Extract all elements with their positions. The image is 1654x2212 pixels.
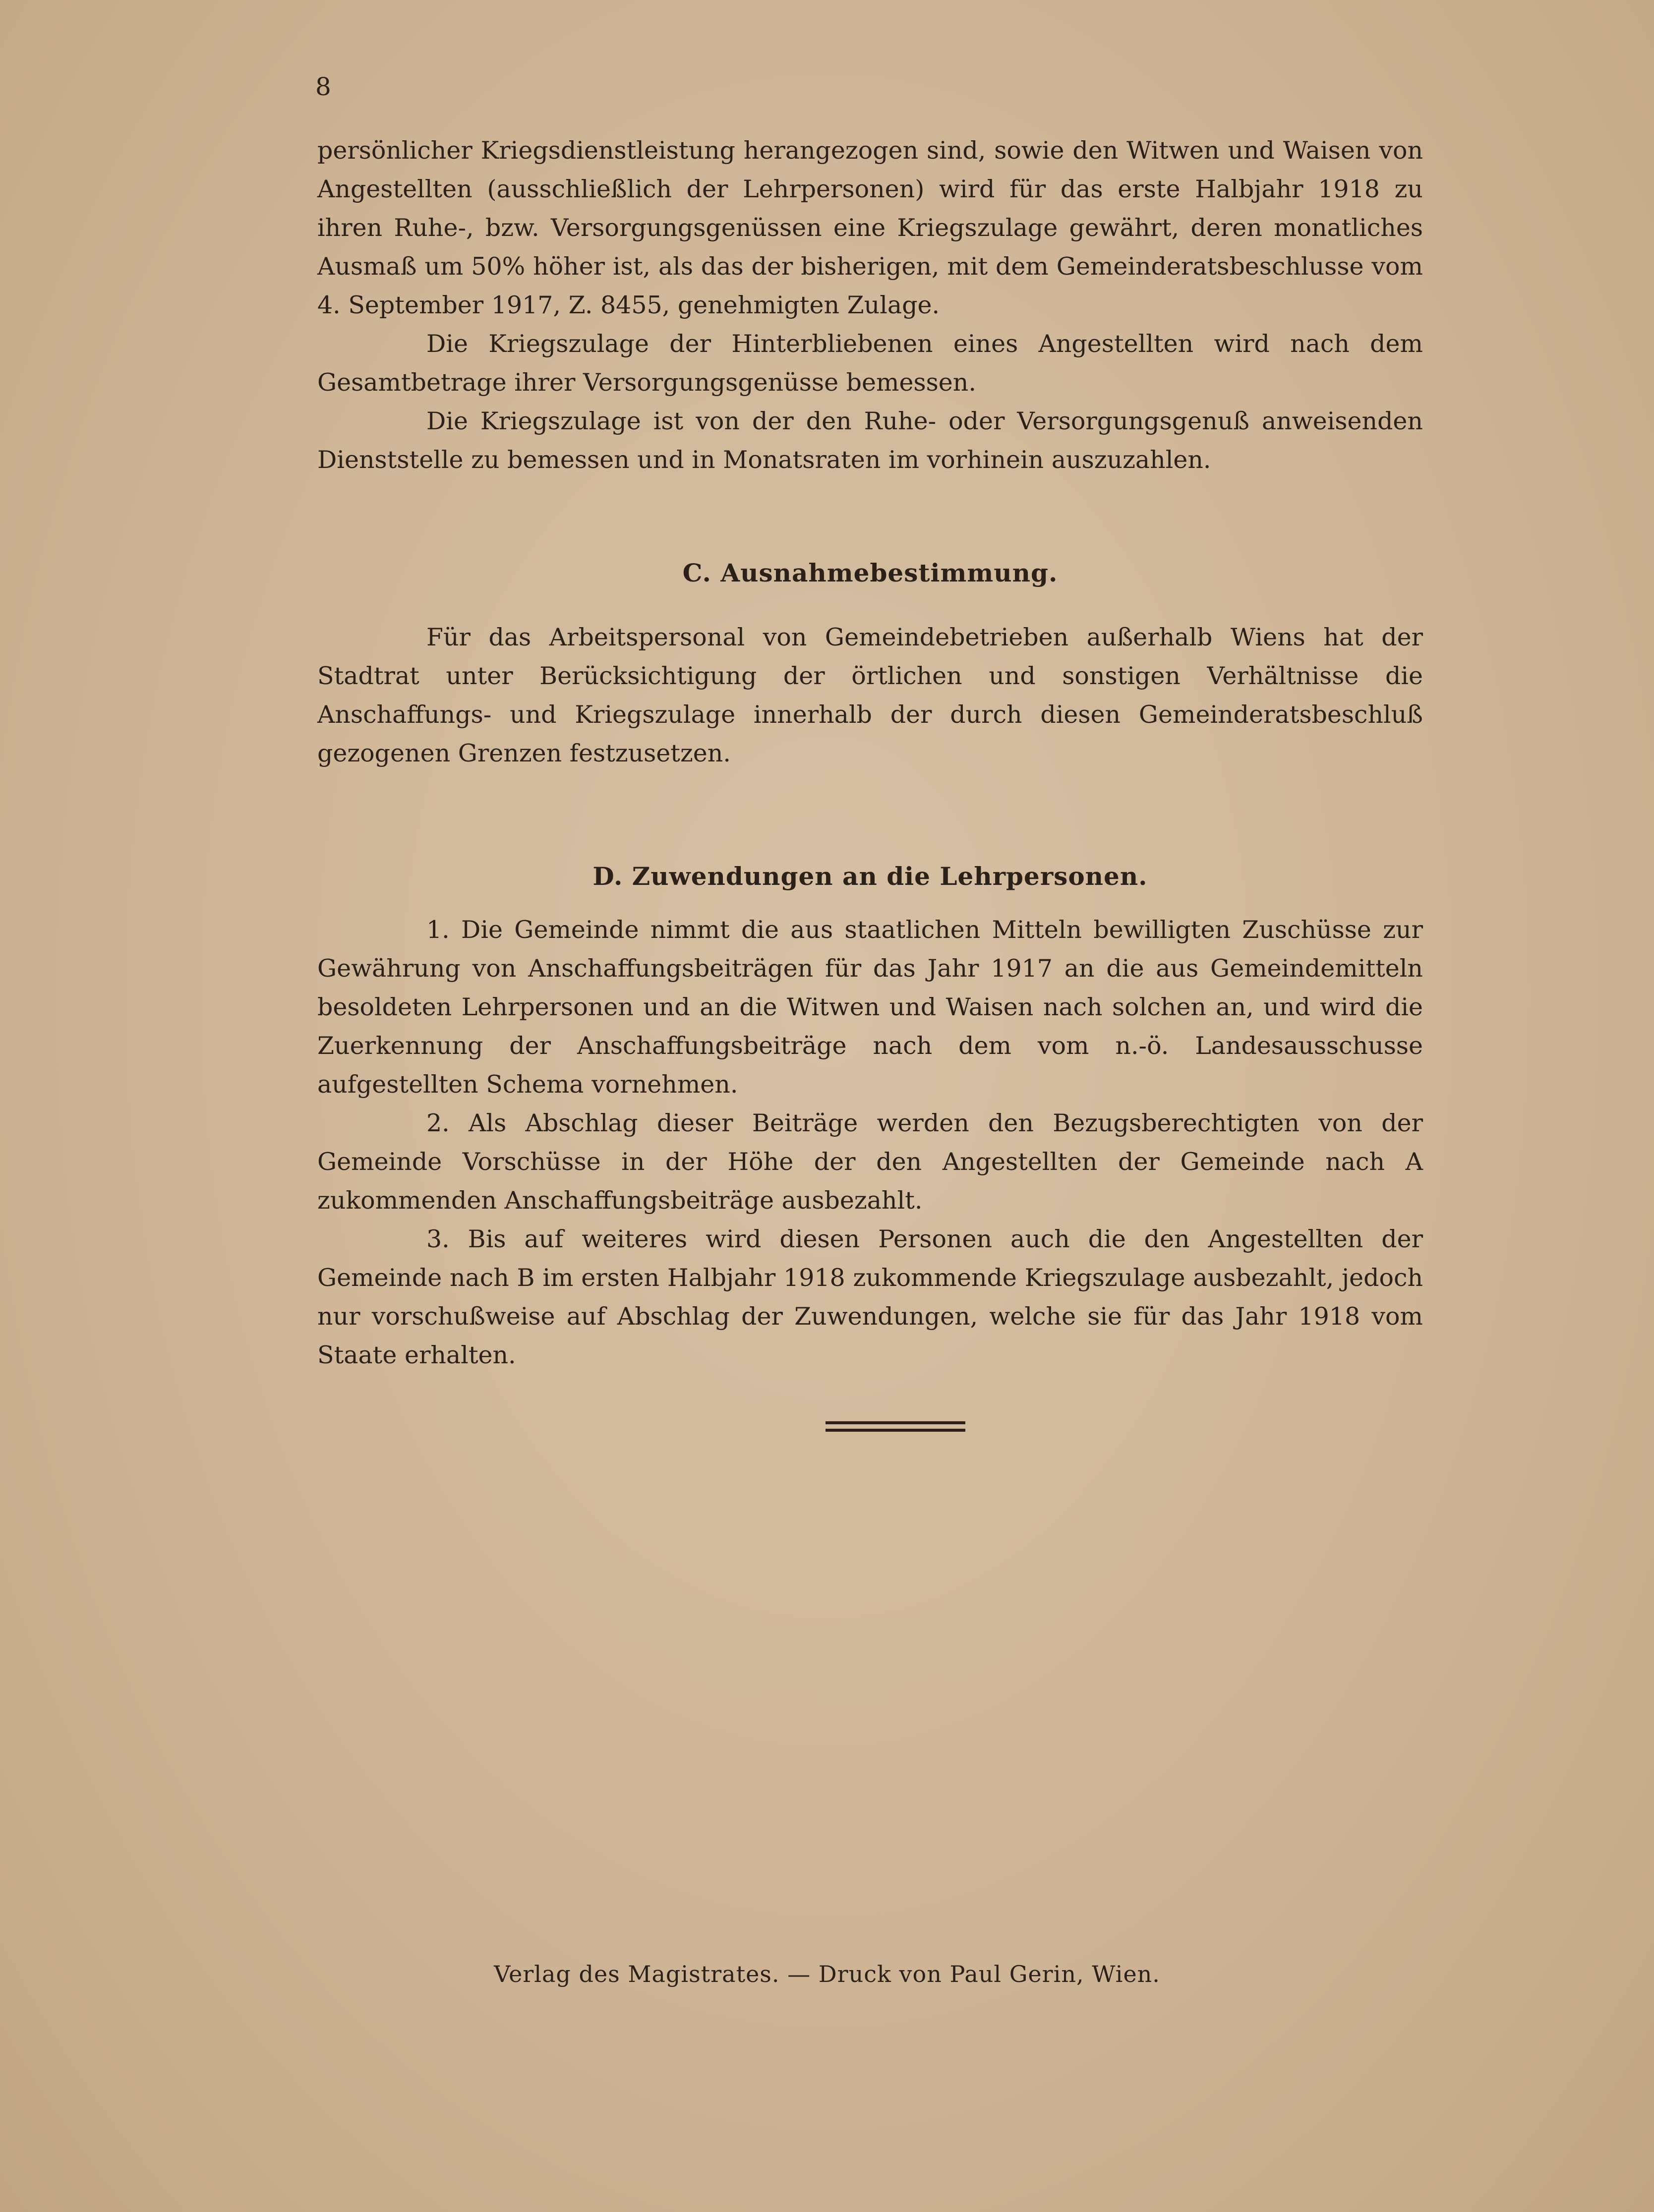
printer-imprint: Verlag des Magistrates. — Druck von Paul Gerin, Wien. <box>494 1961 1160 1987</box>
spacer <box>317 773 1423 857</box>
rule-line-top <box>826 1421 965 1424</box>
paragraph-survivors-allowance: Die Kriegszulage der Hinterbliebenen eines Angestellten wird nach dem Gesamtbetrage ihrer Versorgungsgenüsse bemessen. <box>317 330 1423 397</box>
page-number: 8 <box>315 72 331 101</box>
paragraph-payment-office: Die Kriegszulage ist von der den Ruhe- oder Versorgungsgenuß anweisenden Dienststelle zu bemessen und in Monatsraten im vorhinein auszuzahlen. <box>317 407 1423 474</box>
section-c-heading: C. Ausnahmebestimmung. <box>682 558 1058 587</box>
section-d-item-3: 3. Bis auf weiteres wird diesen Personen auch die den Angestellten der Gemeinde nach B im ersten Halbjahr 1918 zukommende Kriegszulage ausbezahlt, jedoch nur vorschußweise auf Abschlag der Zuwendungen, welche sie für das Jahr 1918 vom Staate erhalten. <box>317 1225 1423 1369</box>
section-c-paragraph: Für das Arbeitspersonal von Gemeindebetrieben außerhalb Wiens hat der Stadtrat unter Berücksichtigung der örtlichen und sonstigen Verhältnisse die Anschaffungs- und Kriegszulage innerhalb der durch diesen Gemeinderatsbeschluß gezogenen Grenzen festzusetzen. <box>317 623 1423 767</box>
paragraph-continuation: persönlicher Kriegsdienstleistung herangezogen sind, sowie den Witwen und Waisen von Angestellten (ausschließlich der Lehrpersonen) wird für das erste Halbjahr 1918 zu ihren Ruhe-, bzw. Versorgungsgenüssen eine Kriegszulage gewährt, deren monatliches Ausmaß um 50% höher ist, als das der bisherigen, mit dem Gemeinderatsbeschlusse vom 4. September 1917, Z. 8455, genehmigten Zulage. <box>317 136 1423 319</box>
section-d-item-2: 2. Als Abschlag dieser Beiträge werden den Bezugsberechtigten von der Gemeinde Vorschüsse in der Höhe der den Angestellten der Gemeinde nach A zukommenden Anschaffungsbeiträge ausbezahlt. <box>317 1109 1423 1215</box>
closing-double-rule <box>826 1421 965 1436</box>
spacer <box>317 479 1423 554</box>
body-text <box>317 131 1423 1375</box>
rule-line-bottom <box>826 1429 965 1432</box>
section-d-item-1: 1. Die Gemeinde nimmt die aus staatlichen Mitteln bewilligten Zuschüsse zur Gewährung von Anschaffungsbeiträgen für das Jahr 1917 an die aus Gemeindemitteln besoldeten Lehrpersonen und an die Witwen und Waisen nach solchen an, und wird die Zuerkennung der Anschaffungsbeiträge nach dem vom n.-ö. Landesausschusse aufgestellten Schema vornehmen. <box>317 916 1423 1099</box>
spacer <box>317 896 1423 911</box>
section-d-heading: D. Zuwendungen an die Lehrpersonen. <box>592 862 1148 891</box>
spacer <box>317 592 1423 618</box>
